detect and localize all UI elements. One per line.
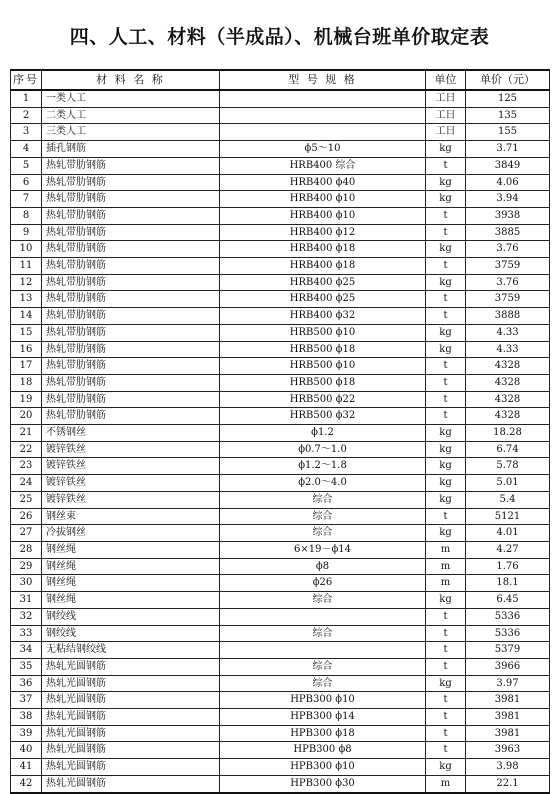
- cell-unit: t: [426, 742, 466, 759]
- table-row: [11, 274, 550, 291]
- cell-unit: t: [426, 258, 466, 275]
- cell-material-name: 热轧带肋钢筋: [42, 191, 220, 208]
- cell-unit-price: 3938: [466, 207, 550, 224]
- table-row: [11, 541, 550, 558]
- cell-unit: 工日: [426, 107, 466, 124]
- cell-material-name: 一类人工: [42, 90, 220, 107]
- cell-spec: HRB400 ϕ10: [220, 207, 426, 224]
- cell-material-name: 钢绞线: [42, 608, 220, 625]
- cell-number: 34: [11, 642, 42, 659]
- cell-unit-price: 5.01: [466, 475, 550, 492]
- cell-material-name: 镀锌铁丝: [42, 458, 220, 475]
- cell-unit-price: 3759: [466, 258, 550, 275]
- table-body: [11, 90, 550, 793]
- cell-number: 29: [11, 558, 42, 575]
- cell-material-name: 钢丝束: [42, 508, 220, 525]
- cell-number: 8: [11, 207, 42, 224]
- cell-number: 21: [11, 425, 42, 442]
- cell-spec: 6×19－ϕ14: [220, 541, 426, 558]
- cell-unit: t: [426, 408, 466, 425]
- cell-material-name: 热轧光圆钢筋: [42, 692, 220, 709]
- table-row: [11, 107, 550, 124]
- cell-material-name: 镀锌铁丝: [42, 491, 220, 508]
- cell-spec: [220, 608, 426, 625]
- cell-unit: t: [426, 157, 466, 174]
- cell-unit: kg: [426, 324, 466, 341]
- cell-unit: kg: [426, 341, 466, 358]
- cell-unit: kg: [426, 425, 466, 442]
- column-header-unit-price: 单价（元）: [466, 70, 550, 90]
- cell-unit: t: [426, 709, 466, 726]
- cell-number: 6: [11, 174, 42, 191]
- table-row: [11, 608, 550, 625]
- cell-spec: HPB300 ϕ10: [220, 692, 426, 709]
- cell-spec: 综合: [220, 625, 426, 642]
- table-header-row: [11, 70, 550, 90]
- cell-spec: HRB500 ϕ18: [220, 341, 426, 358]
- cell-unit-price: 125: [466, 90, 550, 107]
- cell-spec: ϕ5～10: [220, 141, 426, 158]
- cell-number: 25: [11, 491, 42, 508]
- cell-unit: 工日: [426, 124, 466, 141]
- cell-material-name: 热轧带肋钢筋: [42, 207, 220, 224]
- cell-unit: t: [426, 374, 466, 391]
- table-row: [11, 207, 550, 224]
- table-row: [11, 642, 550, 659]
- cell-spec: 综合: [220, 592, 426, 609]
- cell-spec: HRB400 ϕ10: [220, 191, 426, 208]
- page-title: 四、人工、材料（半成品）、机械台班单价取定表: [69, 26, 490, 48]
- cell-material-name: 热轧光圆钢筋: [42, 725, 220, 742]
- cell-unit-price: 4328: [466, 391, 550, 408]
- cell-unit-price: 4328: [466, 408, 550, 425]
- cell-spec: HRB400 ϕ40: [220, 174, 426, 191]
- table-row: [11, 458, 550, 475]
- table-row: [11, 141, 550, 158]
- cell-unit-price: 3.97: [466, 675, 550, 692]
- cell-spec: [220, 642, 426, 659]
- cell-unit-price: 18.1: [466, 575, 550, 592]
- cell-material-name: 热轧带肋钢筋: [42, 241, 220, 258]
- cell-unit: kg: [426, 759, 466, 776]
- cell-number: 15: [11, 324, 42, 341]
- cell-unit-price: 18.28: [466, 425, 550, 442]
- cell-material-name: 钢丝绳: [42, 558, 220, 575]
- cell-unit: kg: [426, 141, 466, 158]
- table-row: [11, 358, 550, 375]
- cell-spec: HRB400 ϕ18: [220, 241, 426, 258]
- cell-unit-price: 6.45: [466, 592, 550, 609]
- cell-number: 4: [11, 141, 42, 158]
- table-row: [11, 775, 550, 792]
- cell-spec: HRB400 ϕ12: [220, 224, 426, 241]
- cell-material-name: 镀锌铁丝: [42, 475, 220, 492]
- cell-material-name: 热轧带肋钢筋: [42, 408, 220, 425]
- cell-number: 3: [11, 124, 42, 141]
- column-header-unit: 单位: [426, 70, 466, 90]
- cell-unit-price: 3963: [466, 742, 550, 759]
- table-row: [11, 308, 550, 325]
- cell-spec: HRB500 ϕ18: [220, 374, 426, 391]
- cell-number: 37: [11, 692, 42, 709]
- cell-unit-price: 3849: [466, 157, 550, 174]
- cell-material-name: 热轧带肋钢筋: [42, 174, 220, 191]
- cell-material-name: 冷拔钢丝: [42, 525, 220, 542]
- cell-unit-price: 5379: [466, 642, 550, 659]
- cell-number: 28: [11, 541, 42, 558]
- cell-spec: 综合: [220, 658, 426, 675]
- cell-material-name: 热轧带肋钢筋: [42, 274, 220, 291]
- cell-material-name: 钢丝绳: [42, 592, 220, 609]
- cell-spec: ϕ8: [220, 558, 426, 575]
- cell-unit-price: 4328: [466, 374, 550, 391]
- cell-material-name: 热轧带肋钢筋: [42, 308, 220, 325]
- cell-material-name: 镀锌铁丝: [42, 441, 220, 458]
- cell-material-name: 热轧光圆钢筋: [42, 759, 220, 776]
- cell-spec: HPB300 ϕ18: [220, 725, 426, 742]
- cell-number: 24: [11, 475, 42, 492]
- cell-spec: HPB300 ϕ10: [220, 759, 426, 776]
- table-row: [11, 157, 550, 174]
- cell-material-name: 热轧带肋钢筋: [42, 341, 220, 358]
- cell-unit: kg: [426, 274, 466, 291]
- cell-spec: HRB500 ϕ10: [220, 358, 426, 375]
- cell-spec: 综合: [220, 675, 426, 692]
- cell-unit: m: [426, 775, 466, 792]
- cell-number: 41: [11, 759, 42, 776]
- cell-spec: HRB500 ϕ32: [220, 408, 426, 425]
- cell-material-name: 热轧带肋钢筋: [42, 157, 220, 174]
- cell-unit-price: 3981: [466, 692, 550, 709]
- cell-unit-price: 3759: [466, 291, 550, 308]
- cell-unit-price: 4.33: [466, 324, 550, 341]
- cell-unit: m: [426, 541, 466, 558]
- cell-unit: kg: [426, 525, 466, 542]
- table-row: [11, 558, 550, 575]
- cell-spec: [220, 124, 426, 141]
- cell-unit: 工日: [426, 90, 466, 107]
- table-row: [11, 391, 550, 408]
- cell-unit: t: [426, 508, 466, 525]
- cell-material-name: 热轧带肋钢筋: [42, 258, 220, 275]
- cell-spec: HRB500 ϕ10: [220, 324, 426, 341]
- table-row: [11, 625, 550, 642]
- cell-material-name: 热轧带肋钢筋: [42, 291, 220, 308]
- table-row: [11, 525, 550, 542]
- column-header-spec: 型 号 规 格: [220, 70, 426, 90]
- cell-unit-price: 3885: [466, 224, 550, 241]
- table-row: [11, 90, 550, 107]
- table-row: [11, 692, 550, 709]
- cell-number: 32: [11, 608, 42, 625]
- cell-number: 11: [11, 258, 42, 275]
- cell-unit: t: [426, 692, 466, 709]
- cell-unit-price: 3.76: [466, 274, 550, 291]
- cell-spec: HRB500 ϕ22: [220, 391, 426, 408]
- cell-spec: HRB400 ϕ18: [220, 258, 426, 275]
- cell-spec: ϕ0.7～1.0: [220, 441, 426, 458]
- cell-unit-price: 3.98: [466, 759, 550, 776]
- cell-unit: t: [426, 358, 466, 375]
- cell-unit-price: 4328: [466, 358, 550, 375]
- table-row: [11, 341, 550, 358]
- cell-unit: t: [426, 725, 466, 742]
- table-row: [11, 709, 550, 726]
- table-row: [11, 491, 550, 508]
- cell-unit: kg: [426, 458, 466, 475]
- cell-unit-price: 4.01: [466, 525, 550, 542]
- column-header-material-name: 材 料 名 称: [42, 70, 220, 90]
- cell-unit: t: [426, 608, 466, 625]
- cell-number: 1: [11, 90, 42, 107]
- cell-unit: t: [426, 642, 466, 659]
- column-header-number: 序号: [11, 70, 42, 90]
- cell-number: 20: [11, 408, 42, 425]
- cell-unit-price: 4.27: [466, 541, 550, 558]
- cell-spec: ϕ1.2～1.8: [220, 458, 426, 475]
- cell-unit-price: 3.94: [466, 191, 550, 208]
- table-row: [11, 759, 550, 776]
- cell-unit-price: 5.4: [466, 491, 550, 508]
- cell-unit-price: 6.74: [466, 441, 550, 458]
- cell-spec: HRB400 ϕ25: [220, 291, 426, 308]
- cell-number: 18: [11, 374, 42, 391]
- cell-number: 7: [11, 191, 42, 208]
- table-row: [11, 675, 550, 692]
- cell-unit-price: 135: [466, 107, 550, 124]
- cell-spec: ϕ2.0～4.0: [220, 475, 426, 492]
- cell-material-name: 钢丝绳: [42, 575, 220, 592]
- cell-number: 42: [11, 775, 42, 792]
- cell-unit: kg: [426, 191, 466, 208]
- cell-number: 35: [11, 658, 42, 675]
- cell-material-name: 三类人工: [42, 124, 220, 141]
- cell-unit-price: 5336: [466, 608, 550, 625]
- cell-material-name: 不锈钢丝: [42, 425, 220, 442]
- cell-number: 23: [11, 458, 42, 475]
- cell-unit-price: 5121: [466, 508, 550, 525]
- cell-material-name: 热轧带肋钢筋: [42, 391, 220, 408]
- cell-material-name: 钢绞线: [42, 625, 220, 642]
- cell-spec: ϕ26: [220, 575, 426, 592]
- cell-number: 16: [11, 341, 42, 358]
- cell-unit: t: [426, 658, 466, 675]
- cell-spec: HPB300 ϕ30: [220, 775, 426, 792]
- cell-unit: t: [426, 291, 466, 308]
- cell-unit-price: 3981: [466, 725, 550, 742]
- cell-unit: kg: [426, 441, 466, 458]
- table-row: [11, 725, 550, 742]
- cell-unit: t: [426, 207, 466, 224]
- cell-unit: kg: [426, 174, 466, 191]
- table-row: [11, 441, 550, 458]
- cell-unit-price: 4.06: [466, 174, 550, 191]
- cell-material-name: 热轧光圆钢筋: [42, 709, 220, 726]
- cell-unit-price: 3888: [466, 308, 550, 325]
- cell-unit: kg: [426, 592, 466, 609]
- cell-spec: 综合: [220, 525, 426, 542]
- price-table: [10, 69, 550, 794]
- cell-spec: 综合: [220, 491, 426, 508]
- cell-number: 14: [11, 308, 42, 325]
- cell-unit-price: 4.33: [466, 341, 550, 358]
- cell-spec: HPB300 ϕ8: [220, 742, 426, 759]
- cell-material-name: 热轧带肋钢筋: [42, 224, 220, 241]
- cell-unit: kg: [426, 475, 466, 492]
- table-row: [11, 475, 550, 492]
- cell-number: 12: [11, 274, 42, 291]
- cell-unit-price: 3.71: [466, 141, 550, 158]
- cell-material-name: 插孔钢筋: [42, 141, 220, 158]
- cell-number: 13: [11, 291, 42, 308]
- cell-unit: kg: [426, 491, 466, 508]
- cell-number: 26: [11, 508, 42, 525]
- cell-spec: HRB400 ϕ25: [220, 274, 426, 291]
- cell-unit: t: [426, 224, 466, 241]
- cell-unit-price: 3981: [466, 709, 550, 726]
- cell-unit-price: 5.78: [466, 458, 550, 475]
- cell-unit: t: [426, 308, 466, 325]
- cell-spec: HRB400 ϕ32: [220, 308, 426, 325]
- cell-number: 40: [11, 742, 42, 759]
- cell-unit-price: 1.76: [466, 558, 550, 575]
- table-row: [11, 291, 550, 308]
- cell-number: 19: [11, 391, 42, 408]
- cell-unit: kg: [426, 241, 466, 258]
- table-row: [11, 374, 550, 391]
- table-row: [11, 742, 550, 759]
- table-row: [11, 124, 550, 141]
- table-row: [11, 174, 550, 191]
- cell-material-name: 钢丝绳: [42, 541, 220, 558]
- cell-unit-price: 22.1: [466, 775, 550, 792]
- cell-unit-price: 3966: [466, 658, 550, 675]
- table-row: [11, 258, 550, 275]
- cell-unit-price: 155: [466, 124, 550, 141]
- cell-number: 38: [11, 709, 42, 726]
- cell-number: 30: [11, 575, 42, 592]
- cell-material-name: 热轧带肋钢筋: [42, 374, 220, 391]
- cell-number: 39: [11, 725, 42, 742]
- table-row: [11, 575, 550, 592]
- cell-number: 9: [11, 224, 42, 241]
- cell-number: 5: [11, 157, 42, 174]
- table-row: [11, 425, 550, 442]
- cell-number: 27: [11, 525, 42, 542]
- table-row: [11, 592, 550, 609]
- cell-number: 36: [11, 675, 42, 692]
- cell-spec: HRB400 综合: [220, 157, 426, 174]
- cell-number: 17: [11, 358, 42, 375]
- cell-unit: t: [426, 391, 466, 408]
- cell-material-name: 无粘结钢绞线: [42, 642, 220, 659]
- cell-unit: kg: [426, 675, 466, 692]
- cell-number: 33: [11, 625, 42, 642]
- cell-material-name: 热轧光圆钢筋: [42, 675, 220, 692]
- cell-spec: [220, 107, 426, 124]
- table-row: [11, 408, 550, 425]
- cell-number: 10: [11, 241, 42, 258]
- table-row: [11, 224, 550, 241]
- cell-number: 2: [11, 107, 42, 124]
- cell-number: 31: [11, 592, 42, 609]
- cell-spec: ϕ1.2: [220, 425, 426, 442]
- cell-material-name: 热轧光圆钢筋: [42, 742, 220, 759]
- table-row: [11, 324, 550, 341]
- cell-material-name: 热轧带肋钢筋: [42, 358, 220, 375]
- cell-unit: t: [426, 625, 466, 642]
- table-row: [11, 241, 550, 258]
- table-row: [11, 658, 550, 675]
- cell-unit-price: 3.76: [466, 241, 550, 258]
- cell-unit: m: [426, 558, 466, 575]
- cell-unit: m: [426, 575, 466, 592]
- cell-material-name: 热轧光圆钢筋: [42, 775, 220, 792]
- cell-unit-price: 5336: [466, 625, 550, 642]
- cell-number: 22: [11, 441, 42, 458]
- cell-spec: HPB300 ϕ14: [220, 709, 426, 726]
- cell-spec: [220, 90, 426, 107]
- cell-material-name: 二类人工: [42, 107, 220, 124]
- table-row: [11, 191, 550, 208]
- cell-material-name: 热轧光圆钢筋: [42, 658, 220, 675]
- cell-material-name: 热轧带肋钢筋: [42, 324, 220, 341]
- cell-spec: 综合: [220, 508, 426, 525]
- table-row: [11, 508, 550, 525]
